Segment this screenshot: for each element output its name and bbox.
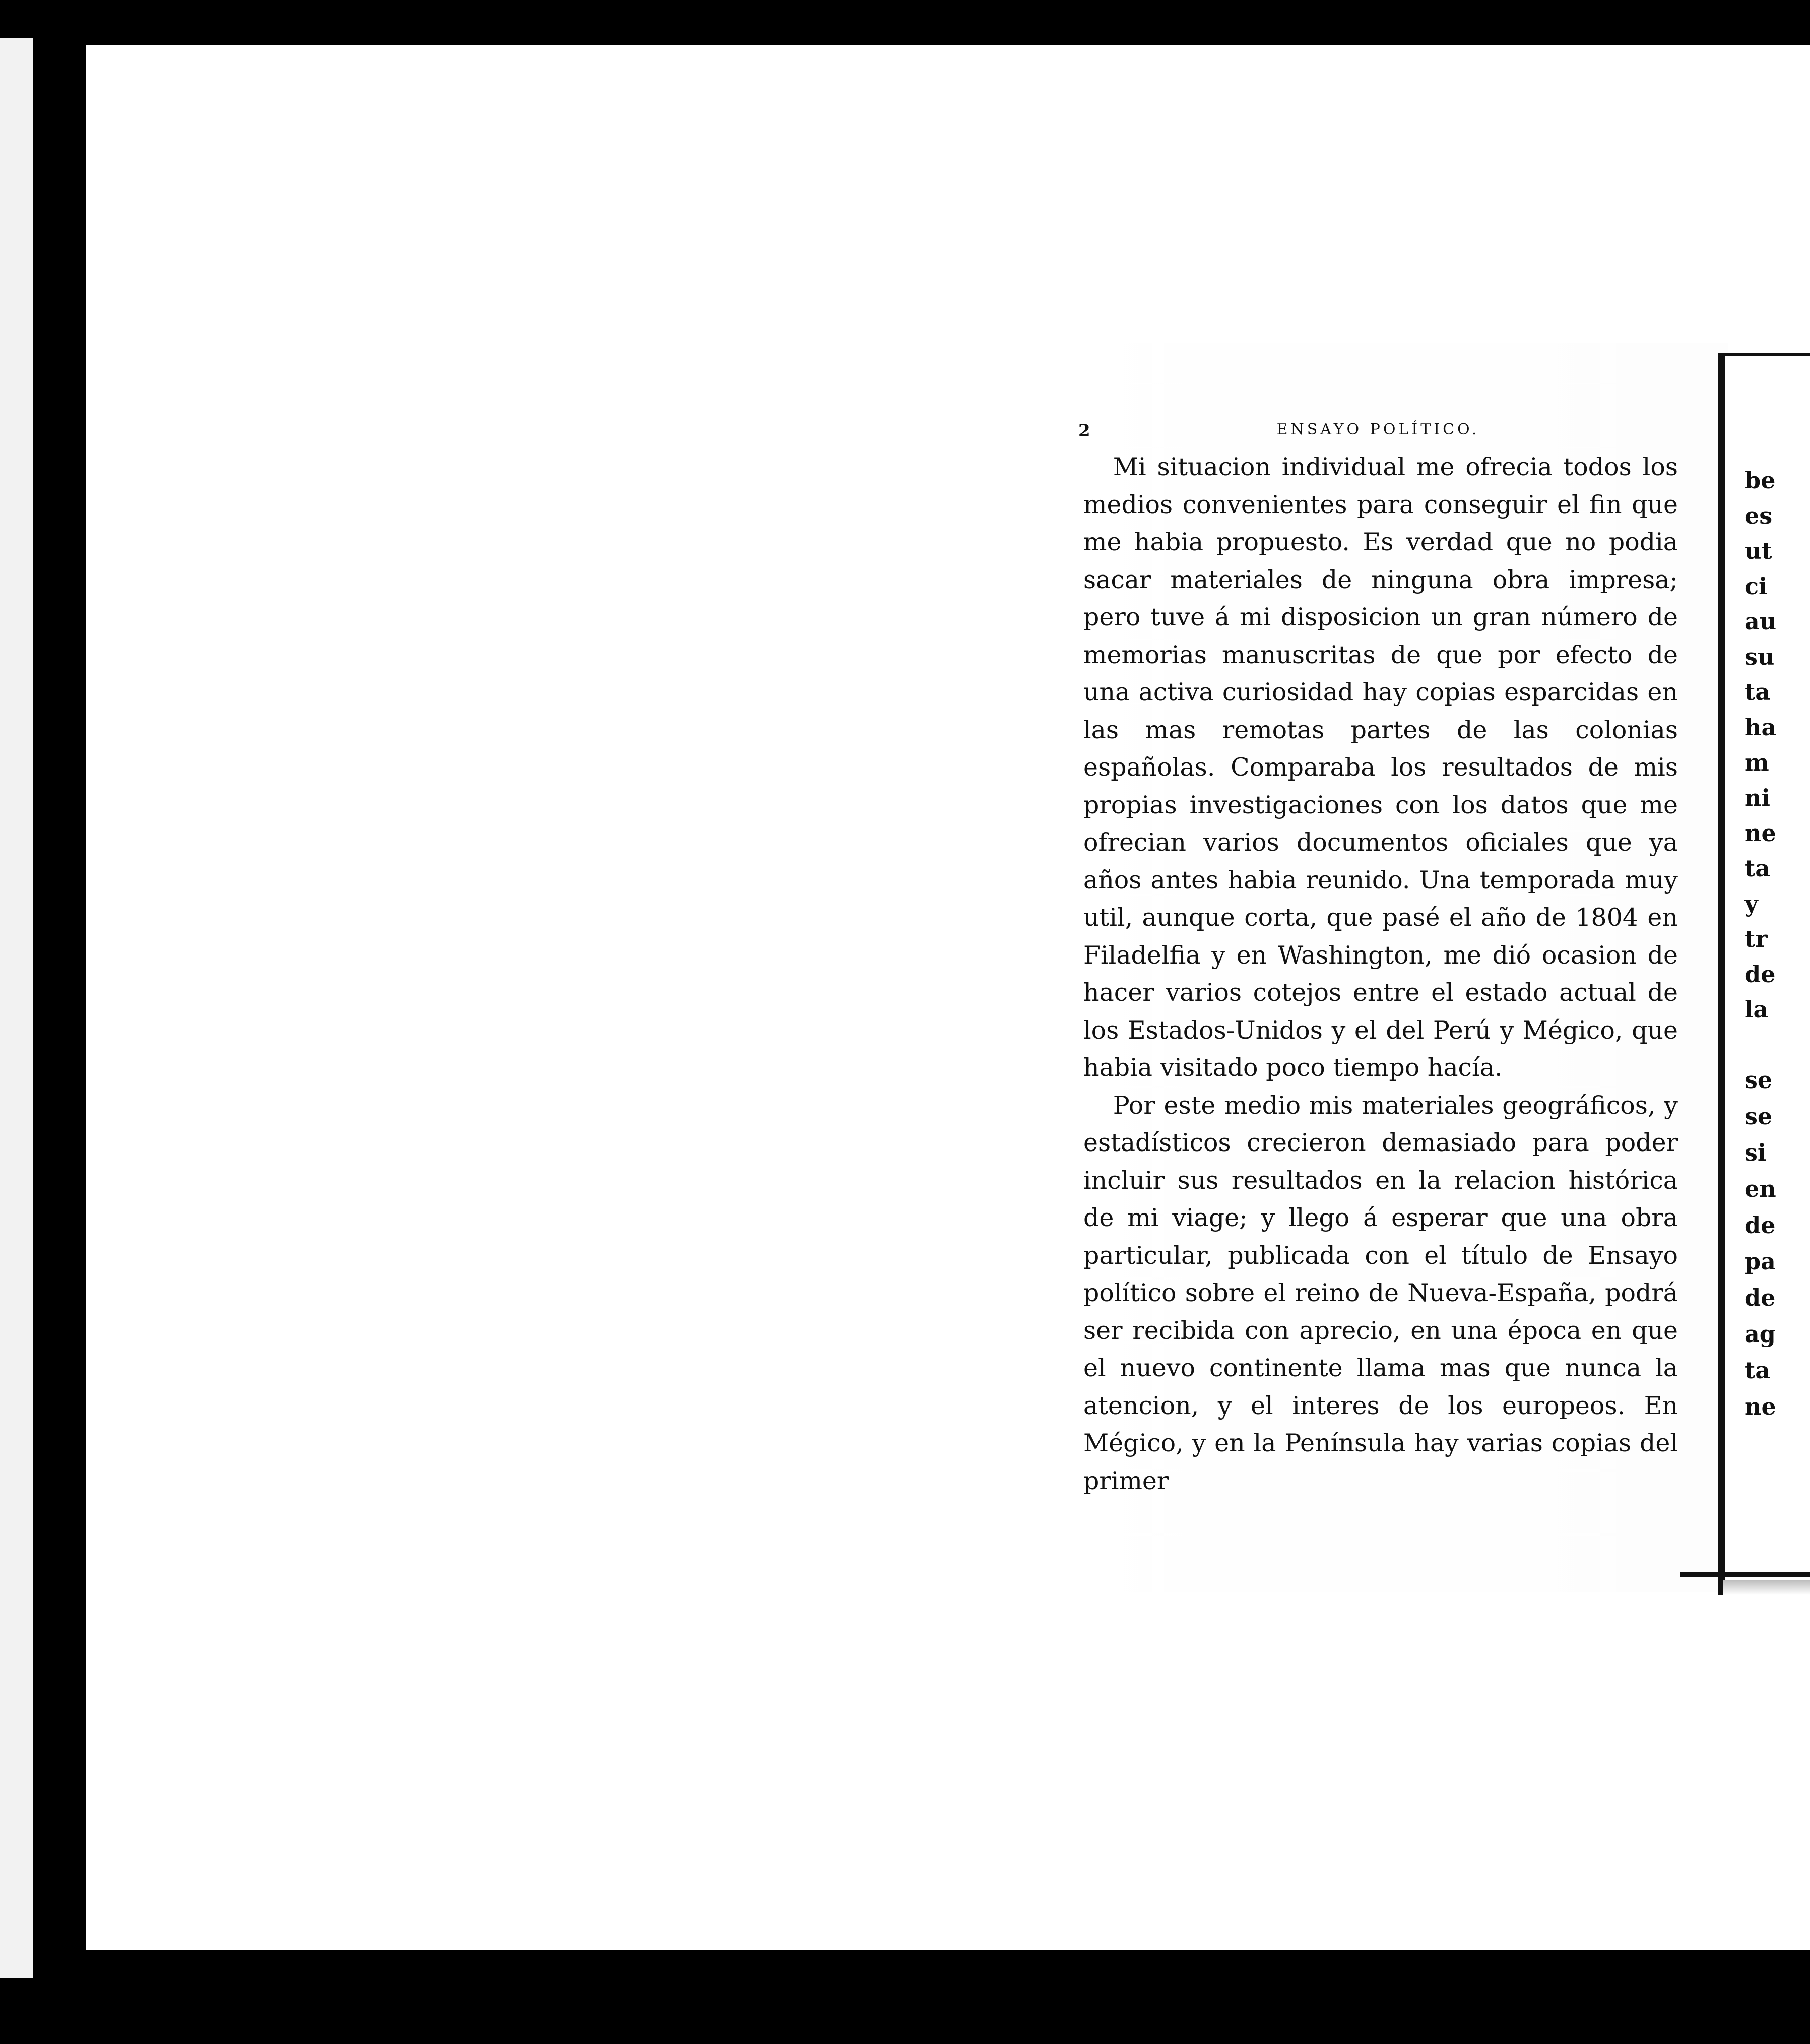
paragraph-1: Mi situacion individual me ofrecia todos los medios convenientes para conseguir el fin que me habia propuesto. Es verdad que no podia sacar materiales de ninguna obra impresa; pero tuve á mi disposicion un gran número de memorias manuscritas de que por efecto de una activa curiosidad hay copias esparcidas en las mas remotas partes de las colonias españolas. Comparaba los resultados de mis propias investigaciones con los datos que me ofrecian varios documentos oficiales que ya años antes habia reunido. Una temporada muy util, aunque corta, que pasé el año de 1804 en Filadelfia y en Washington, me dió ocasion de hacer varios cotejos entre el estado actual de los Estados-Unidos y el del Perú y Mégico, que habia visitado poco tiempo hacía.: [1083, 453, 1678, 1082]
facing-page-fragment: si: [1744, 1139, 1767, 1166]
facing-page-fragment: ha: [1744, 714, 1777, 741]
facing-page-fragment: tr: [1744, 925, 1768, 952]
facing-page-fragment: la: [1744, 996, 1769, 1023]
facing-page-fragment: y: [1744, 890, 1758, 917]
facing-page-fragment: ag: [1744, 1320, 1776, 1348]
scan-edge-left: [0, 38, 33, 2003]
body-text: [1083, 449, 1678, 1500]
book-page-right-edge: [1718, 353, 1810, 1595]
facing-page-fragment: de: [1744, 961, 1776, 988]
facing-page-fragment: ne: [1744, 819, 1776, 847]
book-page-left: [1078, 413, 1678, 1557]
running-title: ENSAYO POLÍTICO.: [1276, 421, 1480, 438]
scan-border-top: [0, 0, 1810, 35]
paragraph-2: Por este medio mis materiales geográficos, y estadísticos crecieron demasiado para poder incluir sus resultados en la relacion histórica de mi viage; y llego á esperar que una obra particular, publicada con el título de Ensayo político sobre el reino de Nueva-España, podrá ser recibida con aprecio, en una época en que el nuevo continente llama mas que nunca la atencion, y el interes de los europeos. En Mégico, y en la Península hay varias copias del primer: [1083, 1091, 1678, 1495]
page-number: 2: [1078, 421, 1090, 441]
facing-page-fragment: ta: [1744, 1357, 1771, 1384]
facing-page-fragment: se: [1744, 1103, 1773, 1130]
page-bottom-edge: [1680, 1572, 1810, 1577]
facing-page-fragment: de: [1744, 1211, 1776, 1239]
facing-page-fragment: pa: [1744, 1248, 1776, 1275]
scan-border-bottom: [0, 1978, 1810, 2044]
facing-page-fragment: ut: [1744, 537, 1772, 564]
facing-page-fragment: ne: [1744, 1393, 1776, 1420]
facing-page-fragment: es: [1744, 502, 1773, 529]
facing-page-fragment: ci: [1744, 572, 1768, 600]
facing-page-fragment: ni: [1744, 784, 1770, 811]
facing-page-fragment: m: [1744, 749, 1769, 776]
facing-page-fragment: de: [1744, 1284, 1776, 1311]
page-bottom-shadow: [1723, 1580, 1810, 1595]
facing-page-fragment: ta: [1744, 855, 1771, 882]
running-head: [1078, 413, 1678, 443]
facing-page-fragment: su: [1744, 643, 1775, 670]
facing-page-fragment: au: [1744, 608, 1777, 635]
facing-page-fragment: ta: [1744, 678, 1771, 706]
facing-page-fragment: en: [1744, 1175, 1776, 1202]
facing-page-fragment: se: [1744, 1066, 1773, 1094]
facing-page-fragment: be: [1744, 467, 1776, 494]
